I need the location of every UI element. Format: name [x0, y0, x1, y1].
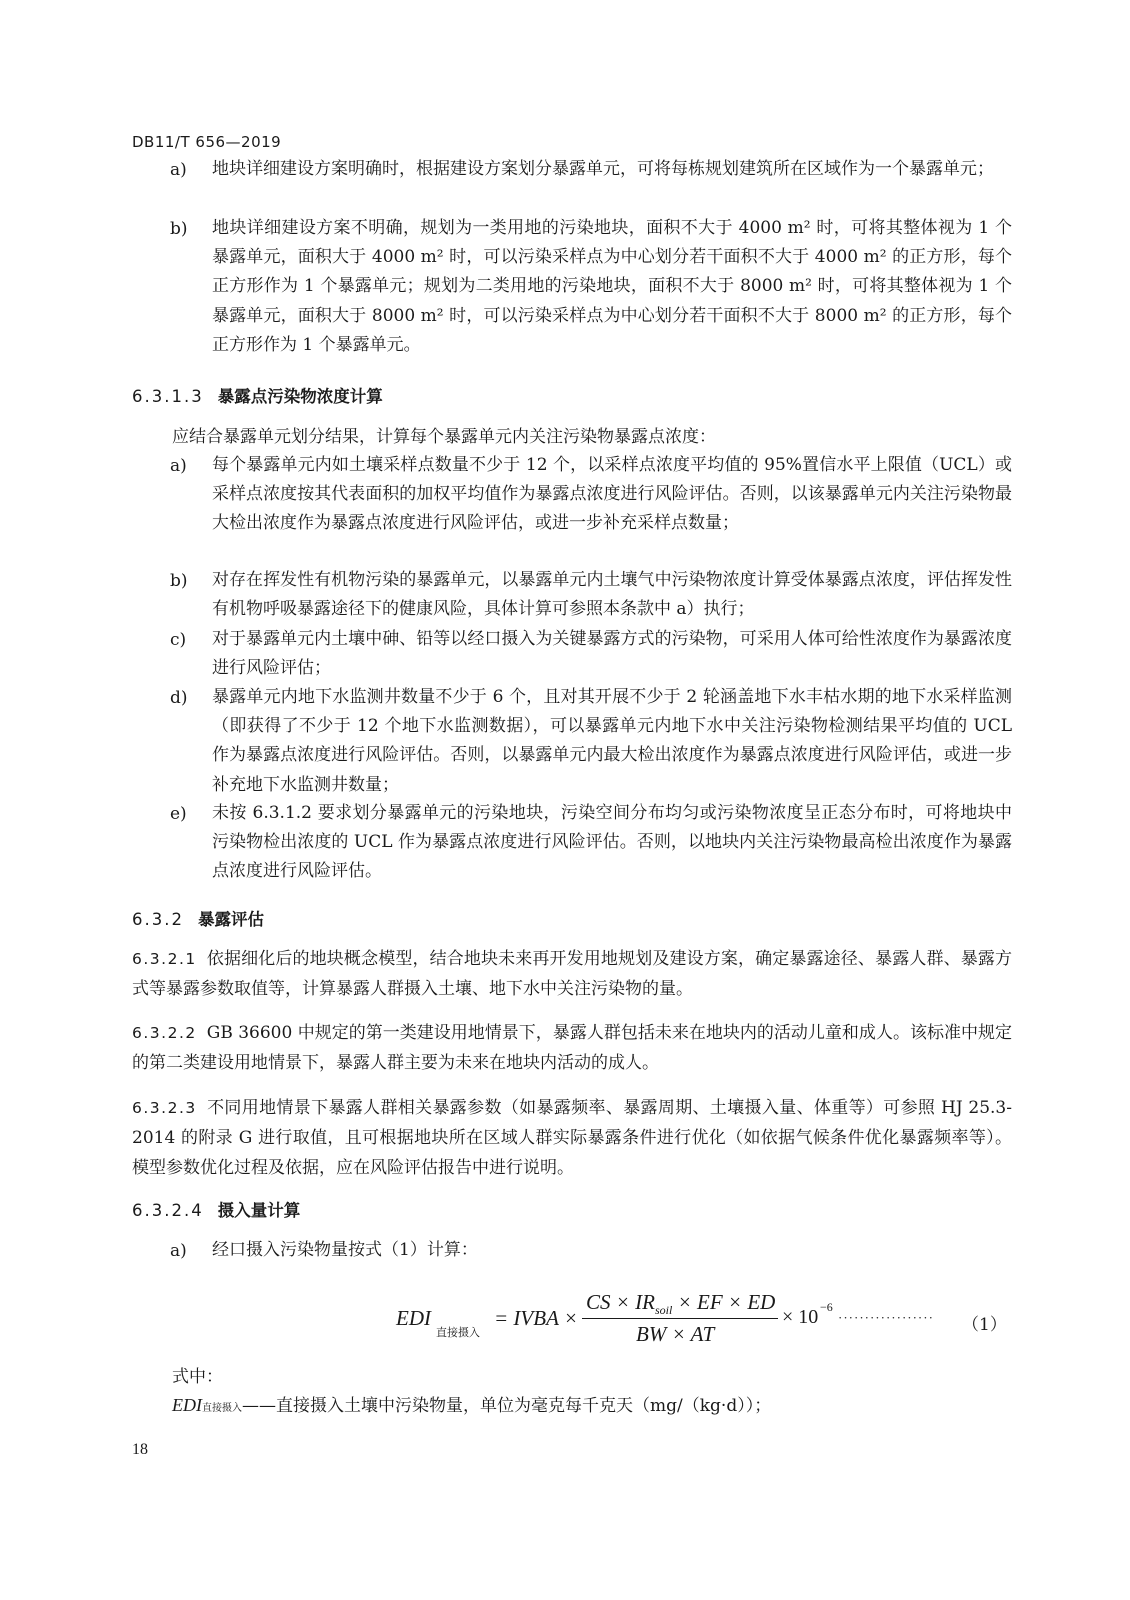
section-number: 6.3.1.3 [132, 387, 204, 406]
list-marker: b) [170, 571, 188, 591]
clause-number: 6.3.2.1 [132, 950, 197, 968]
list-item-text: 暴露单元内地下水监测井数量不少于 6 个，且对其开展不少于 2 轮涵盖地下水丰枯水期的地下水采样监测（即获得了不少于 12 个地下水监测数据），可以暴露单元内地下水中关注污染物检测结果平均值的 UCL 作为暴露点浓度进行风险评估。否则，以暴露单元内最大检出浓度作为暴露点浓度进行风险评估，或进一步补充地下水监测井数量； [212, 687, 1012, 795]
formula-denominator: BW × AT [636, 1322, 715, 1346]
clause-text: 依据细化后的地块概念模型，结合地块未来再开发用地规划及建设方案，确定暴露途径、暴露人群、暴露方式等暴露参数取值等，计算暴露人群摄入土壤、地下水中关注污染物的量。 [132, 949, 1012, 999]
list-marker: a) [170, 1241, 187, 1261]
list-marker: b) [170, 219, 188, 239]
section-number: 6.3.2 [132, 910, 184, 929]
list-item-text: 经口摄入污染物量按式（1）计算： [212, 1240, 478, 1260]
list-marker: c) [170, 630, 187, 650]
variable-description: ——直接摄入土壤中污染物量，单位为毫克每千克天（mg/（kg·d））； [242, 1396, 772, 1416]
clause-text: GB 36600 中规定的第一类建设用地情景下，暴露人群包括未来在地块内的活动儿童和成人。该标准中规定的第二类建设用地情景下，暴露人群主要为未来在地块内活动的成人。 [132, 1023, 1012, 1073]
formula-equals: = IVBA × [494, 1306, 578, 1330]
clause-paragraph [132, 1018, 1012, 1078]
formula-factor: × 10 [782, 1306, 819, 1328]
formula-lhs-subscript: 直接摄入 [436, 1326, 480, 1339]
list-item-text: 每个暴露单元内如土壤采样点数量不少于 12 个，以采样点浓度平均值的 95%置信水平上限值（UCL）或采样点浓度按其代表面积的加权平均值作为暴露点浓度进行风险评估。否则，以该暴露单元内关注污染物最大检出浓度作为暴露点浓度进行风险评估，或进一步补充采样点数量； [212, 455, 1012, 534]
formula-lhs: EDI [396, 1306, 431, 1330]
fraction-bar [582, 1318, 778, 1319]
section-title: 暴露点污染物浓度计算 [217, 387, 383, 406]
clause-text: 不同用地情景下暴露人群相关暴露参数（如暴露频率、暴露周期、土壤摄入量、体重等）可参照 HJ 25.3-2014 的附录 G 进行取值，且可根据地块所在区域人群实际暴露条件进行优化（如依据气候条件优化暴露频率等）。模型参数优化过程及依据，应在风险评估报告中进行说明。 [132, 1098, 1012, 1178]
list-item-text: 未按 6.3.1.2 要求划分暴露单元的污染地块，污染空间分布均匀或污染物浓度呈正态分布时，可将地块中污染物检出浓度的 UCL 作为暴露点浓度进行风险评估。否则，以地块内关注污染物最高检出浓度作为暴露点浓度进行风险评估。 [212, 803, 1012, 882]
list-marker: a) [170, 160, 187, 180]
list-item-text: 对存在挥发性有机物污染的暴露单元，以暴露单元内土壤气中污染物浓度计算受体暴露点浓度，评估挥发性有机物呼吸暴露途径下的健康风险，具体计算可参照本条款中 a）执行； [212, 570, 1012, 620]
where-label: 式中： [172, 1367, 223, 1387]
list-marker: e) [170, 804, 187, 824]
list-item-text: 对于暴露单元内土壤中砷、铅等以经口摄入为关键暴露方式的污染物，可采用人体可给性浓度作为暴露浓度进行风险评估； [212, 629, 1012, 679]
formula-subscript: soil [655, 1303, 673, 1318]
clause-paragraph [132, 944, 1012, 1004]
formula-number: （1） [962, 1315, 1007, 1335]
list-marker: d) [170, 688, 188, 708]
clause-number: 6.3.2.2 [132, 1024, 197, 1042]
clause-number: 6.3.2.3 [132, 1099, 197, 1117]
formula-leader-dots: ·················· [838, 1310, 934, 1325]
list-item-text: 地块详细建设方案不明确，规划为一类用地的污染地块，面积不大于 4000 m² 时，可将其整体视为 1 个暴露单元，面积大于 4000 m² 时，可以污染采样点为中心划分若干面积不大于 4000 m² 的正方形，每个正方形作为 1 个暴露单元；规划为二类用地的污染地块，面积不大于 8000 m² 时，可将其整体视为 1 个暴露单元，面积大于 8000 m² 时，可以污染采样点为中心划分若干面积不大于 8000 m² 的正方形，每个正方形作为 1 个暴露单元。 [212, 218, 1012, 355]
clause-paragraph [132, 1093, 1012, 1183]
list-marker: a) [170, 456, 187, 476]
formula-numerator [586, 1290, 775, 1318]
variable-symbol: EDI [172, 1395, 202, 1415]
document-code: DB11/T 656—2019 [132, 133, 282, 151]
section-title: 摄入量计算 [217, 1201, 301, 1220]
section-title: 暴露评估 [197, 910, 264, 929]
formula-numerator-a: CS × IR [586, 1290, 655, 1314]
page-number: 18 [132, 1441, 148, 1458]
section-heading [132, 383, 383, 407]
intro-paragraph: 应结合暴露单元划分结果，计算每个暴露单元内关注污染物暴露点浓度： [172, 427, 716, 447]
formula-numerator-b: × EF × ED [672, 1290, 776, 1314]
section-heading [132, 906, 264, 930]
variable-subscript: 直接摄入 [202, 1403, 242, 1414]
formula-1 [396, 1288, 1006, 1348]
list-item-text: 地块详细建设方案明确时，根据建设方案划分暴露单元，可将每栋规划建筑所在区域作为一个暴露单元； [212, 159, 994, 179]
section-number: 6.3.2.4 [132, 1201, 204, 1220]
variable-definition [172, 1391, 771, 1416]
formula-exponent: −6 [820, 1300, 833, 1314]
section-heading [132, 1197, 300, 1221]
